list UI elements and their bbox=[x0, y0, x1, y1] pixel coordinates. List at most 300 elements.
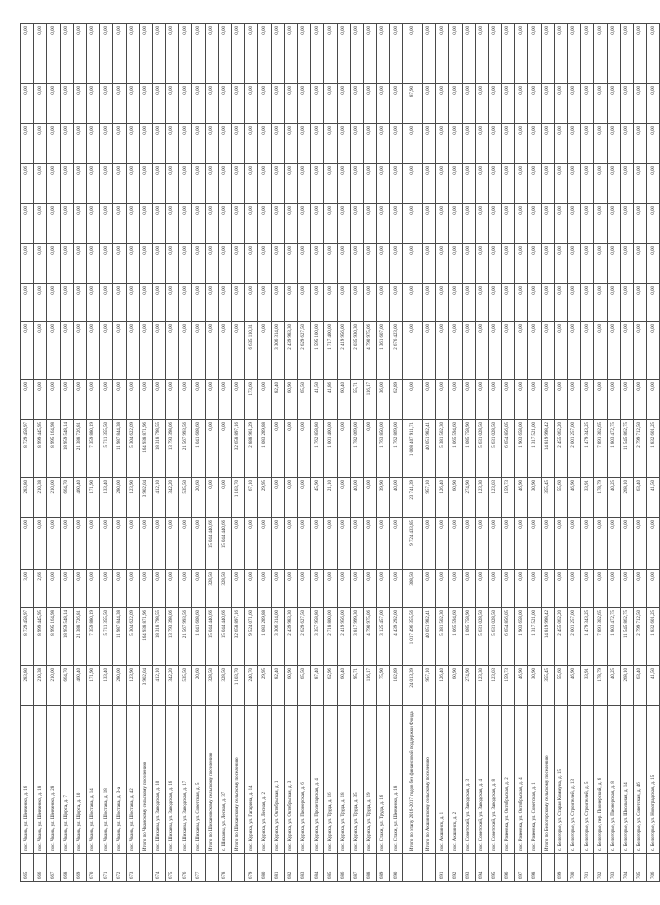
value-cell: 126,40 bbox=[436, 666, 449, 706]
row-number-cell: 690 bbox=[390, 854, 403, 882]
value-cell: 5 631 028,50 bbox=[488, 420, 501, 478]
value-cell: 0,00 bbox=[647, 244, 660, 284]
address-cell: Итого по Чканскому сельскому поселению bbox=[139, 706, 152, 854]
value-cell: 0,00 bbox=[232, 164, 245, 204]
value-cell: 308,50 bbox=[403, 570, 423, 608]
row-number-cell: 698 bbox=[528, 854, 541, 882]
table-row bbox=[633, 24, 646, 882]
value-cell: 0,00 bbox=[581, 24, 594, 84]
value-cell: 0,00 bbox=[647, 570, 660, 608]
value-cell: 0,00 bbox=[47, 518, 60, 570]
value-cell: 0,00 bbox=[502, 284, 515, 322]
value-cell: 0,00 bbox=[528, 380, 541, 420]
value-cell: 0,00 bbox=[218, 478, 231, 518]
value-cell: 0,00 bbox=[554, 284, 567, 322]
value-cell: 4 790 975,06 bbox=[363, 608, 376, 666]
address-cell: пос. Куриха, ул. Труда, д. 16 bbox=[324, 706, 337, 854]
value-cell: 0,00 bbox=[113, 24, 126, 84]
table-row bbox=[528, 24, 541, 882]
value-cell: 32 658 897,16 bbox=[232, 420, 245, 478]
value-cell: 0,00 bbox=[205, 322, 218, 380]
row-number-cell: 665 bbox=[21, 854, 34, 882]
value-cell: 0,00 bbox=[258, 380, 271, 420]
value-cell: 0,00 bbox=[377, 164, 390, 204]
address-cell: пос. Чкань, ул. Шевченко, д. 18 bbox=[34, 706, 47, 854]
value-cell: 0,00 bbox=[284, 204, 297, 244]
address-cell: с. Белогорье, ул. Советская, д. 46 bbox=[633, 706, 646, 854]
table-row bbox=[73, 24, 86, 882]
value-cell: 0,00 bbox=[126, 244, 139, 284]
value-cell: 0,00 bbox=[271, 164, 284, 204]
value-cell: 0,00 bbox=[245, 244, 258, 284]
value-cell: 0,00 bbox=[192, 164, 205, 204]
value-cell: 20,60 bbox=[192, 478, 205, 518]
value-cell: 0,00 bbox=[284, 284, 297, 322]
value-cell: 1 832 601,25 bbox=[647, 420, 660, 478]
value-cell: 0,00 bbox=[192, 518, 205, 570]
value-cell: 0,00 bbox=[113, 164, 126, 204]
value-cell: 0,00 bbox=[179, 24, 192, 84]
value-cell: 1 903 658,00 bbox=[515, 608, 528, 666]
value-cell: 0,00 bbox=[462, 284, 475, 322]
table-body bbox=[21, 24, 660, 882]
value-cell: 95,71 bbox=[350, 666, 363, 706]
value-cell: 0,00 bbox=[100, 570, 113, 608]
row-number-cell: 669 bbox=[73, 854, 86, 882]
value-cell: 0,00 bbox=[422, 84, 435, 124]
value-cell: 0,00 bbox=[245, 164, 258, 204]
value-cell: 0,00 bbox=[258, 244, 271, 284]
address-cell: Итого по Белогорскому сельскому поселению bbox=[541, 706, 554, 854]
address-cell: с. Белогорье, ул. Строителей, д. 13 bbox=[568, 706, 581, 854]
table-row bbox=[86, 24, 99, 882]
value-cell: 9 724 433,85 bbox=[403, 518, 423, 570]
value-cell: 9 524 071,60 bbox=[245, 608, 258, 666]
value-cell: 5 711 355,50 bbox=[100, 420, 113, 478]
row-number-cell bbox=[205, 854, 218, 882]
row-number-cell: 691 bbox=[436, 854, 449, 882]
value-cell: 1 717 400,00 bbox=[324, 322, 337, 380]
value-cell: 0,00 bbox=[502, 24, 515, 84]
value-cell: 0,00 bbox=[152, 164, 165, 204]
value-cell: 8 999 445,95 bbox=[34, 608, 47, 666]
value-cell: 0,00 bbox=[568, 84, 581, 124]
value-cell: 0,00 bbox=[218, 204, 231, 244]
value-cell: 0,00 bbox=[73, 244, 86, 284]
value-cell: 0,00 bbox=[139, 204, 152, 244]
value-cell: 0,00 bbox=[594, 284, 607, 322]
value-cell: 210,00 bbox=[47, 478, 60, 518]
value-cell: 123,30 bbox=[475, 666, 488, 706]
value-cell: 21,10 bbox=[324, 478, 337, 518]
value-cell: 0,00 bbox=[126, 380, 139, 420]
value-cell: 535,50 bbox=[179, 478, 192, 518]
row-number-cell: 673 bbox=[126, 854, 139, 882]
value-cell: 3 125 457,00 bbox=[377, 608, 390, 666]
value-cell: 8 999 445,95 bbox=[34, 420, 47, 478]
value-cell: 0,00 bbox=[34, 164, 47, 204]
value-cell: 0,00 bbox=[73, 322, 86, 380]
value-cell: 0,00 bbox=[297, 124, 310, 164]
value-cell: 0,00 bbox=[462, 124, 475, 164]
value-cell: 0,00 bbox=[541, 24, 554, 84]
value-cell: 0,00 bbox=[594, 164, 607, 204]
value-cell: 0,00 bbox=[21, 380, 34, 420]
value-cell: 1 762 869,00 bbox=[390, 420, 403, 478]
value-cell: 0,00 bbox=[449, 284, 462, 322]
value-cell: 15 044 440,66 bbox=[218, 518, 231, 570]
table-row bbox=[363, 24, 376, 882]
row-number-cell: 680 bbox=[258, 854, 271, 882]
value-cell: 0,00 bbox=[475, 244, 488, 284]
value-cell: 0,00 bbox=[475, 204, 488, 244]
value-cell: 0,00 bbox=[126, 322, 139, 380]
address-cell: пос. Шиханы, ул. Заводская, д. 10 bbox=[152, 706, 165, 854]
value-cell: 0,00 bbox=[60, 244, 73, 284]
address-cell: Итого по Шихановскому сельскому поселению bbox=[205, 706, 218, 854]
value-cell: 0,00 bbox=[100, 164, 113, 204]
value-cell: 412,10 bbox=[152, 478, 165, 518]
address-cell: с. Белогорье, ул. Строителей, д. 5 bbox=[581, 706, 594, 854]
value-cell: 41,50 bbox=[311, 380, 324, 420]
value-cell: 0,00 bbox=[436, 164, 449, 204]
value-cell: 46,90 bbox=[515, 478, 528, 518]
value-cell: 0,00 bbox=[258, 24, 271, 84]
value-cell: 0,00 bbox=[179, 244, 192, 284]
value-cell: 0,00 bbox=[581, 84, 594, 124]
address-cell: пос. Куриха, ул. Пионерская, д. 6 bbox=[297, 706, 310, 854]
value-cell: 0,00 bbox=[515, 124, 528, 164]
value-cell: 0,00 bbox=[568, 244, 581, 284]
table-row bbox=[166, 24, 179, 882]
value-cell: 0,00 bbox=[436, 284, 449, 322]
value-cell: 0,00 bbox=[271, 24, 284, 84]
value-cell: 0,00 bbox=[633, 570, 646, 608]
value-cell: 0,00 bbox=[311, 164, 324, 204]
value-cell: 0,00 bbox=[528, 124, 541, 164]
value-cell: 33,91 bbox=[581, 666, 594, 706]
value-cell: 0,00 bbox=[581, 570, 594, 608]
table-subtotal-row bbox=[541, 24, 554, 882]
value-cell: 0,00 bbox=[363, 164, 376, 204]
value-cell: 0,00 bbox=[363, 84, 376, 124]
value-cell: 2 629 627,50 bbox=[297, 322, 310, 380]
value-cell: 0,00 bbox=[363, 518, 376, 570]
value-cell: 0,00 bbox=[324, 518, 337, 570]
value-cell: 36,00 bbox=[377, 380, 390, 420]
value-cell: 0,00 bbox=[363, 124, 376, 164]
row-number-cell: 668 bbox=[60, 854, 73, 882]
value-cell: 0,00 bbox=[297, 204, 310, 244]
address-cell: пос. Шиханы, ул. Заводская, д. 16 bbox=[166, 706, 179, 854]
value-cell: 0,00 bbox=[139, 24, 152, 84]
value-cell: 0,00 bbox=[554, 24, 567, 84]
address-cell: с. Шиханы, ул. Лесная, д. 37 bbox=[218, 706, 231, 854]
value-cell: 7 359 880,19 bbox=[86, 420, 99, 478]
table-subtotal-row bbox=[403, 24, 423, 882]
value-cell: 0,00 bbox=[350, 124, 363, 164]
value-cell: 0,00 bbox=[633, 84, 646, 124]
value-cell: 0,00 bbox=[218, 124, 231, 164]
value-cell: 0,00 bbox=[205, 420, 218, 478]
table-row bbox=[100, 24, 113, 882]
value-cell: 0,00 bbox=[568, 24, 581, 84]
value-cell: 0,00 bbox=[100, 322, 113, 380]
value-cell: 0,00 bbox=[34, 322, 47, 380]
value-cell: 0,00 bbox=[515, 244, 528, 284]
address-cell: пос. Куриха, ул. Труда, д. 19 bbox=[363, 706, 376, 854]
value-cell: 0,00 bbox=[100, 24, 113, 84]
value-cell: 0,00 bbox=[568, 570, 581, 608]
value-cell: 0,00 bbox=[541, 164, 554, 204]
value-cell: 0,00 bbox=[258, 204, 271, 244]
address-cell: пос. Куриха, ул. Лесная, д. 2 bbox=[258, 706, 271, 854]
value-cell: 0,00 bbox=[258, 570, 271, 608]
value-cell: 283,80 bbox=[21, 666, 34, 706]
value-cell: 1 041 608,60 bbox=[192, 420, 205, 478]
value-cell: 13 793 398,06 bbox=[166, 420, 179, 478]
row-number-cell bbox=[422, 854, 435, 882]
table-row bbox=[113, 24, 126, 882]
value-cell: 0,00 bbox=[488, 284, 501, 322]
value-cell: 23 741,39 bbox=[403, 478, 423, 518]
row-number-cell: 696 bbox=[502, 854, 515, 882]
value-cell: 0,00 bbox=[205, 84, 218, 124]
value-cell: 0,00 bbox=[100, 284, 113, 322]
value-cell: 6 654 856,05 bbox=[502, 608, 515, 666]
value-cell: 2,66 bbox=[34, 570, 47, 608]
value-cell: 0,00 bbox=[390, 284, 403, 322]
value-cell: 0,00 bbox=[179, 164, 192, 204]
value-cell: 460,40 bbox=[73, 666, 86, 706]
value-cell: 67,10 bbox=[245, 478, 258, 518]
value-cell: 0,00 bbox=[205, 124, 218, 164]
value-cell: 0,00 bbox=[633, 322, 646, 380]
value-cell: 0,00 bbox=[647, 124, 660, 164]
value-cell: 0,00 bbox=[554, 84, 567, 124]
value-cell: 0,00 bbox=[554, 380, 567, 420]
value-cell: 0,00 bbox=[192, 244, 205, 284]
value-cell: 0,00 bbox=[350, 84, 363, 124]
value-cell: 0,00 bbox=[192, 84, 205, 124]
value-cell: 0,00 bbox=[462, 164, 475, 204]
value-cell: 62,89 bbox=[390, 380, 403, 420]
table-row bbox=[337, 24, 350, 882]
value-cell: 60,40 bbox=[337, 666, 350, 706]
value-cell: 0,00 bbox=[633, 518, 646, 570]
value-cell: 2 888 961,29 bbox=[245, 420, 258, 478]
value-cell: 0,00 bbox=[620, 518, 633, 570]
value-cell: 0,00 bbox=[633, 244, 646, 284]
value-cell: 0,00 bbox=[607, 244, 620, 284]
value-cell: 3 817 999,30 bbox=[350, 608, 363, 666]
value-cell: 0,00 bbox=[403, 124, 423, 164]
value-cell: 0,00 bbox=[152, 124, 165, 164]
value-cell: 0,00 bbox=[192, 380, 205, 420]
value-cell: 0,00 bbox=[528, 204, 541, 244]
value-cell: 0,00 bbox=[620, 244, 633, 284]
value-cell: 0,00 bbox=[311, 570, 324, 608]
value-cell: 0,00 bbox=[475, 570, 488, 608]
value-cell: 13 793 398,06 bbox=[166, 608, 179, 666]
value-cell: 0,00 bbox=[462, 570, 475, 608]
value-cell: 0,00 bbox=[390, 570, 403, 608]
value-cell: 0,00 bbox=[166, 518, 179, 570]
address-cell: с. Белогорье, ул. Пионерская, д. 8 bbox=[607, 706, 620, 854]
value-cell: 0,00 bbox=[515, 518, 528, 570]
value-cell: 1 065 594,60 bbox=[449, 608, 462, 666]
address-cell: пос. Чкань, ул. Шостака, д. 18 bbox=[100, 706, 113, 854]
value-cell: 18 318 798,55 bbox=[152, 420, 165, 478]
value-cell: 164 938 871,96 bbox=[139, 420, 152, 478]
value-cell: 0,00 bbox=[350, 164, 363, 204]
value-cell: 0,00 bbox=[350, 284, 363, 322]
value-cell: 0,00 bbox=[449, 84, 462, 124]
value-cell: 0,00 bbox=[152, 284, 165, 322]
value-cell: 0,00 bbox=[284, 570, 297, 608]
value-cell: 0,00 bbox=[73, 204, 86, 244]
value-cell: 7 891 302,65 bbox=[594, 608, 607, 666]
value-cell: 0,00 bbox=[620, 322, 633, 380]
table-row bbox=[475, 24, 488, 882]
value-cell: 1 317 521,00 bbox=[528, 420, 541, 478]
value-cell: 0,00 bbox=[47, 244, 60, 284]
row-number-cell: 674 bbox=[152, 854, 165, 882]
value-cell: 0,00 bbox=[541, 204, 554, 244]
value-cell: 0,00 bbox=[541, 518, 554, 570]
table-row bbox=[192, 24, 205, 882]
value-cell: 32 658 897,16 bbox=[232, 608, 245, 666]
value-cell: 0,00 bbox=[377, 244, 390, 284]
address-cell: пос. Стахи, ул. Труда, д. 16 bbox=[377, 706, 390, 854]
value-cell: 0,00 bbox=[502, 322, 515, 380]
value-cell: 55,60 bbox=[554, 666, 567, 706]
value-cell: 1 065 594,60 bbox=[449, 420, 462, 478]
value-cell: 0,00 bbox=[152, 322, 165, 380]
value-cell: 171,90 bbox=[86, 478, 99, 518]
value-cell: 14 819 998,42 bbox=[541, 420, 554, 478]
value-cell: 0,00 bbox=[100, 84, 113, 124]
value-cell: 0,00 bbox=[311, 204, 324, 244]
value-cell: 0,00 bbox=[86, 84, 99, 124]
value-cell: 0,00 bbox=[324, 204, 337, 244]
value-cell: 0,00 bbox=[284, 518, 297, 570]
value-cell: 0,00 bbox=[152, 204, 165, 244]
value-cell: 2 001 257,00 bbox=[568, 608, 581, 666]
value-cell: 5 304 622,09 bbox=[126, 420, 139, 478]
value-cell: 7 891 302,65 bbox=[594, 420, 607, 478]
value-cell: 82,40 bbox=[271, 380, 284, 420]
row-number-cell: 676 bbox=[179, 854, 192, 882]
value-cell: 0,00 bbox=[568, 322, 581, 380]
value-cell: 0,00 bbox=[554, 518, 567, 570]
value-cell: 40,00 bbox=[390, 478, 403, 518]
value-cell: 0,00 bbox=[113, 284, 126, 322]
value-cell: 0,00 bbox=[554, 204, 567, 244]
value-cell: 0,00 bbox=[179, 284, 192, 322]
value-cell: 5 631 028,50 bbox=[475, 608, 488, 666]
value-cell: 1 041 608,60 bbox=[192, 608, 205, 666]
value-cell: 0,00 bbox=[337, 478, 350, 518]
value-cell: 0,00 bbox=[166, 164, 179, 204]
value-cell: 342,20 bbox=[166, 478, 179, 518]
value-cell: 0,00 bbox=[324, 284, 337, 322]
value-cell: 0,00 bbox=[166, 24, 179, 84]
value-cell: 0,00 bbox=[139, 518, 152, 570]
value-cell: 0,00 bbox=[594, 204, 607, 244]
value-cell: 0,00 bbox=[152, 244, 165, 284]
table-row bbox=[607, 24, 620, 882]
value-cell: 0,00 bbox=[86, 322, 99, 380]
value-cell: 1 103,70 bbox=[232, 478, 245, 518]
value-cell: 0,00 bbox=[284, 24, 297, 84]
value-cell: 0,00 bbox=[541, 322, 554, 380]
value-cell: 0,00 bbox=[205, 284, 218, 322]
value-cell: 0,00 bbox=[436, 84, 449, 124]
value-cell: 0,00 bbox=[47, 322, 60, 380]
value-cell: 0,00 bbox=[100, 124, 113, 164]
value-cell: 0,00 bbox=[436, 124, 449, 164]
value-cell: 0,00 bbox=[205, 478, 218, 518]
value-cell: 0,00 bbox=[232, 518, 245, 570]
value-cell: 8 995 164,98 bbox=[47, 420, 60, 478]
value-cell: 0,00 bbox=[86, 570, 99, 608]
value-cell: 0,00 bbox=[86, 380, 99, 420]
value-cell: 0,00 bbox=[528, 284, 541, 322]
value-cell: 116,17 bbox=[363, 380, 376, 420]
value-cell: 0,00 bbox=[581, 284, 594, 322]
value-cell: 60,90 bbox=[449, 478, 462, 518]
value-cell: 0,00 bbox=[232, 84, 245, 124]
value-cell: 21 388 726,81 bbox=[73, 608, 86, 666]
table-row bbox=[390, 24, 403, 882]
value-cell: 65,50 bbox=[297, 666, 310, 706]
value-cell: 0,00 bbox=[34, 518, 47, 570]
value-cell: 2 419 956,00 bbox=[337, 322, 350, 380]
value-cell: 20,60 bbox=[192, 666, 205, 706]
row-number-cell: 702 bbox=[594, 854, 607, 882]
value-cell: 2 035 930,30 bbox=[350, 322, 363, 380]
value-cell: 55,60 bbox=[554, 478, 567, 518]
value-cell: 82,40 bbox=[271, 666, 284, 706]
value-cell: 60,90 bbox=[284, 380, 297, 420]
value-cell: 0,00 bbox=[86, 284, 99, 322]
value-cell: 0,00 bbox=[462, 518, 475, 570]
value-cell: 535,50 bbox=[179, 666, 192, 706]
value-cell: 0,00 bbox=[554, 322, 567, 380]
address-cell: пос. Акшинск, д. 2 bbox=[449, 706, 462, 854]
value-cell: 328,50 bbox=[205, 666, 218, 706]
value-cell: 11 987 844,38 bbox=[113, 420, 126, 478]
value-cell: 0,00 bbox=[245, 570, 258, 608]
value-cell: 15 044 440,66 bbox=[218, 608, 231, 666]
value-cell: 0,00 bbox=[297, 284, 310, 322]
value-cell: 0,00 bbox=[324, 24, 337, 84]
value-cell: 0,00 bbox=[271, 284, 284, 322]
value-cell: 0,00 bbox=[620, 570, 633, 608]
value-cell: 0,00 bbox=[475, 322, 488, 380]
value-cell: 0,00 bbox=[100, 244, 113, 284]
value-cell: 0,00 bbox=[73, 24, 86, 84]
value-cell: 0,00 bbox=[47, 24, 60, 84]
value-cell: 0,00 bbox=[232, 204, 245, 244]
value-cell: 0,00 bbox=[363, 478, 376, 518]
value-cell: 0,00 bbox=[139, 570, 152, 608]
value-cell: 0,00 bbox=[337, 244, 350, 284]
row-number-cell: 672 bbox=[113, 854, 126, 882]
value-cell: 0,00 bbox=[271, 84, 284, 124]
table-row bbox=[436, 24, 449, 882]
